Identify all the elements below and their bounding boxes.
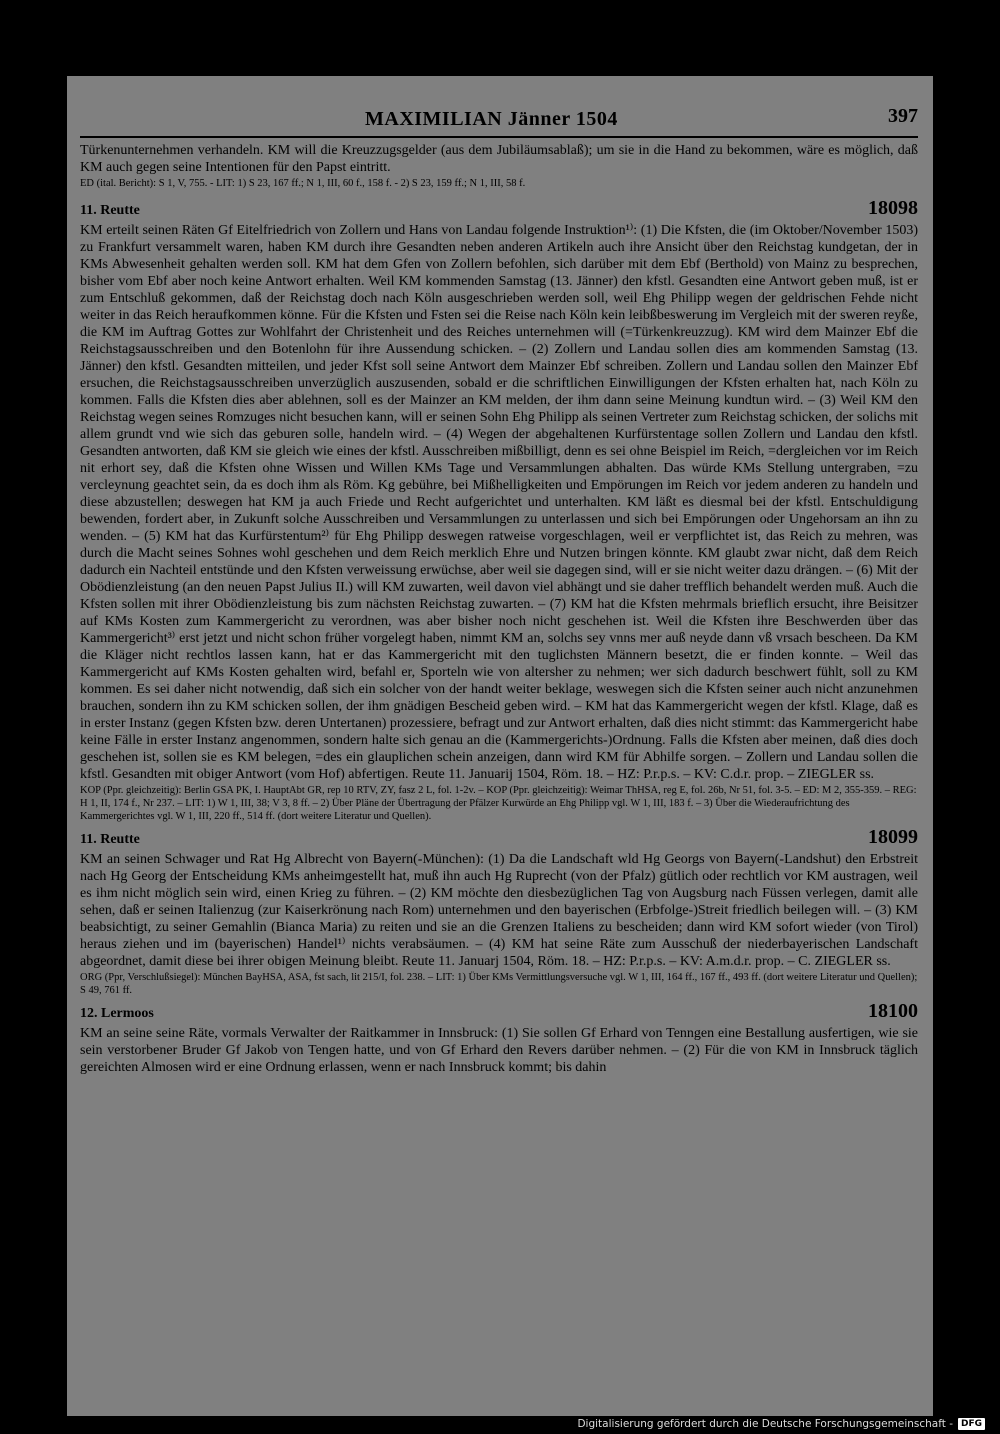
intro-text: Türkenunternehmen verhandeln. KM will die Kreuzzugsgelder (aus dem Jubiläumsablaß); um sie in die Hand zu bekommen, wäre es möglich, daß KM auch gegen seine Intentionen für den Papst eintritt. bbox=[80, 143, 918, 175]
entry-text: KM an seinen Schwager und Rat Hg Albrecht von Bayern(-München): (1) Da die Landschaft wld Hg Georgs von Bayern(-Landshut) den Erbstreit nach Hg Georg der Entscheidung KMs anheimgestellt hat, muß ihn auch Hg Ruprecht (von der Pfalz) gütlich oder rechtlich vor KM austragen, weil es ihm nicht möglich sein wird, einen Krieg zu führen. – (2) KM möchte den diesbezüglichen Tag von Augsburg nach Füssen verlegen, damit alle sehen, daß er seinen Italienzug (zur Kaiserkrönung nach Rom) unternehmen und den bayerischen (Erbfolge-)Streit friedlich beilegen will. – (3) KM beabsichtigt, zu seiner Gemahlin (Bianca Maria) zu reiten und sie an die Grenzen Italiens zu bescheiden; dann wird KM sofort wieder (von Tirol) heraus ziehen und im (bayerischen) Handel¹⁾ nichts verabsäumen. – (4) KM hat seine Räte zum Ausschuß der niederbayerischen Landschaft abgeordnet, damit diese bei ihrer obigen Meinung bleibt. Reute 11. Januarj 1504, Röm. 18. – HZ: P.r.p.s. – KV: A.m.d.r. prop. – C. ZIEGLER ss. bbox=[80, 852, 918, 969]
entry-place-date: 11. Reutte bbox=[80, 832, 140, 847]
entry-place-date: 11. Reutte bbox=[80, 203, 140, 218]
page-number: 397 bbox=[888, 105, 918, 127]
document-body bbox=[80, 142, 918, 1076]
funding-footer bbox=[577, 1418, 985, 1430]
entry-header bbox=[80, 1000, 918, 1025]
entry-header bbox=[80, 826, 918, 851]
entry-number: 18099 bbox=[868, 826, 918, 848]
entry-number: 18098 bbox=[868, 197, 918, 219]
intro-note: ED (ital. Bericht): S 1, V, 755. - LIT: 1) S 23, 167 ff.; N 1, III, 60 f., 158 f. - 2) S 23, 159 ff.; N 1, III, 58 f. bbox=[80, 178, 526, 189]
dfg-logo: DFG bbox=[958, 1418, 985, 1430]
entry-place-date: 12. Lermoos bbox=[80, 1006, 154, 1021]
entry-note: ORG (Ppr, Verschlußsiegel): München BayHSA, ASA, fst sach, lit 215/I, fol. 238. – LIT: 1) Über KMs Vermittlungsversuche vgl. W 1, III, 164 ff., 167 ff., 493 ff. (dort weitere Literatur und Quellen); S 49, 761 ff. bbox=[80, 972, 918, 996]
entry-note: KOP (Ppr. gleichzeitig): Berlin GSA PK, I. HauptAbt GR, rep 10 RTV, ZY, fasz 2 L, fol. 1-2v. – KOP (Ppr. gleichzeitig): Weimar ThHSA, reg E, fol. 26b, Nr 51, fol. 3-5. – ED: M 2, 355-359. – REG: H 1, II, 174 f., Nr 237. – LIT: 1) W 1, III, 38; V 3, 8 ff. – 2) Über Pläne der Übertragung der Pfälzer Kurwürde an Ehg Philipp vgl. W 1, III, 183 f. – 3) Über die Wiederaufrichtung des Kammergerichtes vgl. W 1, III, 220 ff., 514 ff. (dort weitere Literatur und Quellen). bbox=[80, 785, 917, 822]
entry-header bbox=[80, 197, 918, 222]
entry-number: 18100 bbox=[868, 1000, 918, 1022]
entry-text: KM erteilt seinen Räten Gf Eitelfriedrich von Zollern und Hans von Landau folgende Instruktion¹⁾: (1) Die Kfsten, die (im Oktober/November 1503) zu Frankfurt versammelt waren, haben KM durch ihre Gesandten neben anderen Artikeln auch ihre Ansicht über den Reichstag kundgetan, der in KMs Abwesenheit gehalten werden soll. KM hat dem Gfen von Zollern befohlen, sich darüber mit dem Ebf (Berthold) von Mainz zu besprechen, bisher vom Ebf aber noch keine Antwort erhalten. Weil KM kommenden Samstag (13. Jänner) den kfstl. Gesandten eine Antwort geben muß, ist er zum Entschluß gekommen, daß der Reichstag doch nach Köln ausgeschrieben werden soll, weil Ehg Philipp wegen der geldrischen Fehde nicht weiter in das Reich heraufkommen könne. Für die Kfsten und Fsten sei die Reise nach Köln kein leibßbeswerung im Vergleich mit der sweren reyße, die KM im Auftrag Gottes zur Wohlfahrt der Christenheit und des Reiches unternehmen will (=Türkenkreuzzug). KM wird dem Mainzer Ebf die Reichstagsausschreiben und den Botenlohn für ihre Aussendung schicken. – (2) Zollern und Landau sollen dies am kommenden Samstag (13. Jänner) den kfstl. Gesandten mitteilen, und jeder Kfst soll seine Antwort dem Mainzer Ebf schreiben. Zollern und Landau sollen den Mainzer Ebf ersuchen, die Reichstagsausschreiben unverzüglich auszusenden, sobald er die schriftlichen Einwilligungen der Kfsten erhalten hat, nach Köln zu kommen. Falls die Kfsten dies aber ablehnen, soll es der Mainzer an KM melden, der ihm dann seine Meinung kundtun wird. – (3) Weil KM den Reichstag wegen seines Romzuges nicht besuchen kann, will er seinen Sohn Ehg Philipp als seinen Vertreter zum Reichstag schicken, der solichs mit allem grundt vnd wie sich das geburen solle, handeln wird. – (4) Wegen der abgehaltenen Kurfürstentage sollen Zollern und Landau den kfstl. Gesandten antworten, daß KM sie gleich wie eines der kfstl. Ausschreiben mißbilligt, denn es sei ohne Beispiel im Reich, =dergleichen vor im Reich nit erhort sey, daß die Kfsten ohne Wissen und Willen KMs Tage und Versammlungen abhalten. Das würde KMs Stellung untergraben, =zu vercleynung geachtet sein, da es doch ihm als Röm. Kg gebühre, bei Mißhelligkeiten und Empörungen im Reich vor jedem anderen zu handeln und diese abzustellen; deswegen hat KM ja auch Friede und Recht aufgerichtet und unterhalten. KM läßt es diesmal bei der kfstl. Entschuldigung bewenden, fordert aber, in Zukunft solche Ausschreiben und Versammlungen zu unterlassen und sich bei Empörungen oder Ungehorsam an ihn zu wenden. – (5) KM hat das Kurfürstentum²⁾ für Ehg Philipp deswegen ratweise vorgeschlagen, weil er verpflichtet ist, das Reich zu mehren, was durch die Macht seines Sohnes wohl geschehen und dem Reich merklich Ehre und Nutzen bringen könnte. KM glaubt zwar nicht, daß dem Reich dadurch ein Nachteil entstünde und den Kfsten verweissung erwüchse, aber weil sie dagegen sind, will er sie nicht weiter dazu drängen. – (6) Mit der Obödienzleistung (an den neuen Papst Julius II.) will KM zuwarten, weil davon viel abhängt und sie daher trefflich behandelt werden muß. Auch die Kfsten sollen mit ihrer Obödienzleistung bis zum nächsten Reichstag zuwarten. – (7) KM hat die Kfsten mehrmals brieflich ersucht, ihre Beisitzer auf KMs Kosten zum Kammergericht zu verordnen, was aber bisher noch nicht geschehen ist. Weil die Kfsten ihre Beschwerden über das Kammergericht³⁾ erst jetzt und nicht schon früher vorgelegt haben, nimmt KM an, solchs sey vnns mer auß neyde dann vß vrsach bescheen. Da KM die Kläger nicht rechtlos lassen kann, hat er das Kammergericht mit den tuglichsten Männern besetzt, die er finden konnte. – Weil das Kammergericht auf KMs Kosten gehalten wird, befahl er, Sporteln wie von altersher zu nehmen; wer sich dadurch beschwert fühlt, soll zu KM kommen. Es sei daher nicht notwendig, daß sich ein solcher von der handt weiter beklage, weswegen sich die Kfsten seiner auch nicht anzunehmen brauchen, sondern ihn zu KM schicken sollen, der ihm gnädigen Bescheid geben wird. – KM hat das Kammergericht wegen der kfstl. Klage, daß es in erster Instanz (gegen Kfsten bzw. deren Untertanen) prozessiere, befragt und zur Antwort erhalten, daß dies nicht stimmt: das Kammergericht habe keine Fälle in erster Instanz angenommen, sondern halte sich genau an die (Kammergerichts-)Ordnung. Falls die Kfsten aber meinen, daß dies doch geschehen ist, sollen sie es KM belegen, =des ein glauplichen schein anzeigen, dann wird KM für Abhilfe sorgen. – Zollern und Landau sollen die kfstl. Gesandten mit obiger Antwort (vom Hof) abfertigen. Reute 11. Januarij 1504, Röm. 18. – HZ: P.r.p.s. – KV: C.d.r. prop. – ZIEGLER ss. bbox=[80, 223, 918, 782]
entry-text: KM an seine seine Räte, vormals Verwalter der Raitkammer in Innsbruck: (1) Sie sollen Gf Erhard von Tenngen eine Bestallung ausfertigen, wie sie sein verstorbener Bruder Gf Jakob von Tengen hatte, und von Gf Erhard den Revers darüber nehmen. – (2) Für die von KM in Innsbruck täglich gereichten Almosen wird er eine Ordnung erlassen, wenn er nach Innsbruck kommt; bis dahin bbox=[80, 1026, 918, 1075]
running-title: MAXIMILIAN Jänner 1504 bbox=[365, 108, 618, 130]
page-header bbox=[80, 105, 918, 138]
header-rule bbox=[80, 136, 918, 138]
funding-credit: Digitalisierung gefördert durch die Deutsche Forschungsgemeinschaft - bbox=[577, 1418, 953, 1430]
